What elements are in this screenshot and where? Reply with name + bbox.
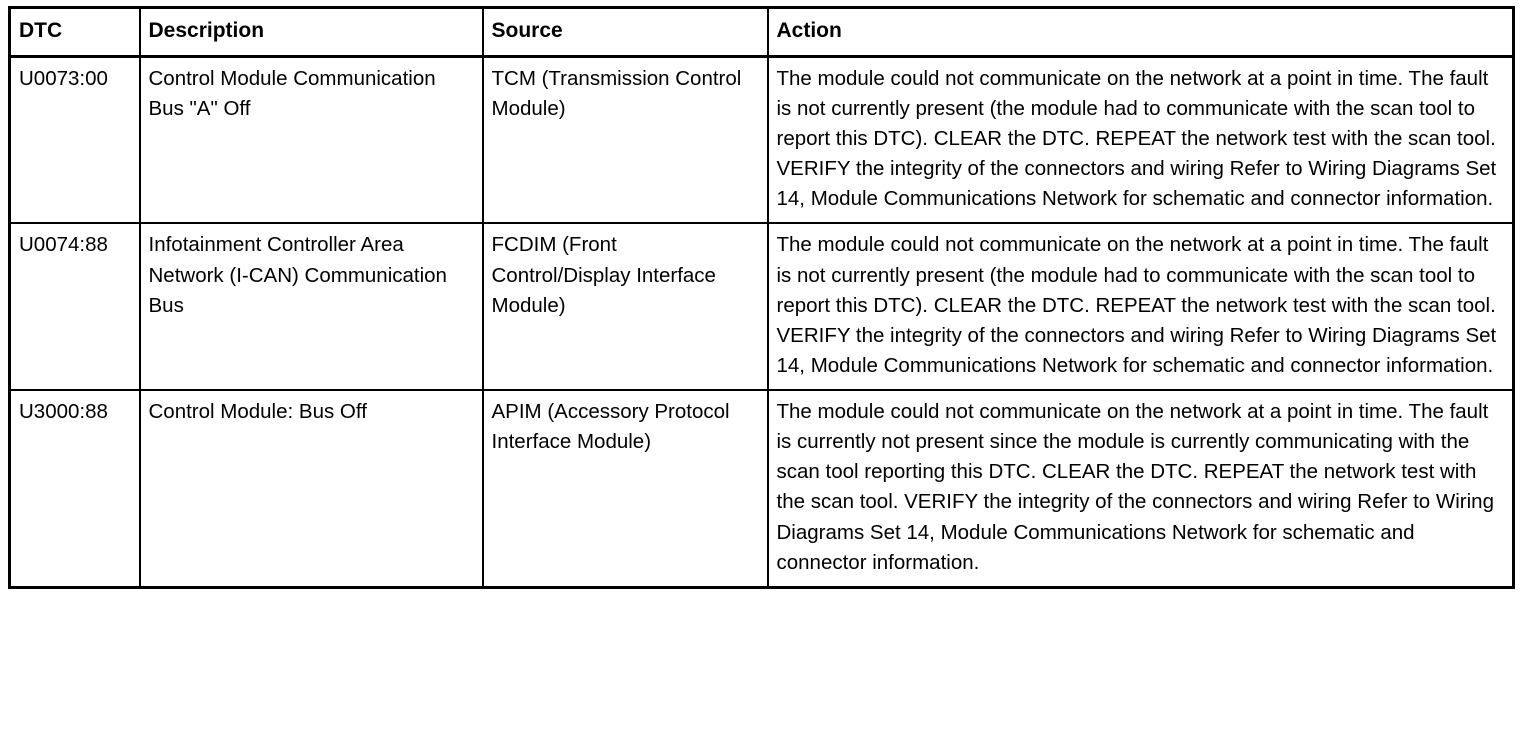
column-header-description: Description — [140, 8, 483, 57]
cell-source: FCDIM (Front Control/Display Interface Module) — [483, 223, 768, 390]
column-header-source: Source — [483, 8, 768, 57]
column-header-dtc: DTC — [10, 8, 140, 57]
cell-action: The module could not communicate on the network at a point in time. The fault is not currently present (the module had to communicate with the scan tool to report this DTC). CLEAR the DTC. REPEAT the network test with the scan tool. VERIFY the integrity of the connectors and wiring Refer to Wiring Diagrams Set 14, Module Communications Network for schematic and connector information. — [768, 56, 1514, 223]
table-header — [10, 8, 1514, 57]
table-row — [10, 223, 1514, 390]
cell-description: Control Module: Bus Off — [140, 390, 483, 587]
cell-action: The module could not communicate on the network at a point in time. The fault is currently not present since the module is currently communicating with the scan tool reporting this DTC. CLEAR the DTC. REPEAT the network test with the scan tool. VERIFY the integrity of the connectors and wiring Refer to Wiring Diagrams Set 14, Module Communications Network for schematic and connector information. — [768, 390, 1514, 587]
table-header-row — [10, 8, 1514, 57]
table-body — [10, 56, 1514, 587]
dtc-table — [8, 6, 1515, 589]
cell-dtc: U3000:88 — [10, 390, 140, 587]
cell-dtc: U0074:88 — [10, 223, 140, 390]
cell-description: Infotainment Controller Area Network (I-CAN) Communication Bus — [140, 223, 483, 390]
cell-source: TCM (Transmission Control Module) — [483, 56, 768, 223]
column-header-action: Action — [768, 8, 1514, 57]
cell-description: Control Module Communication Bus "A" Off — [140, 56, 483, 223]
cell-dtc: U0073:00 — [10, 56, 140, 223]
table-row — [10, 56, 1514, 223]
table-row — [10, 390, 1514, 587]
cell-action: The module could not communicate on the network at a point in time. The fault is not currently present (the module had to communicate with the scan tool to report this DTC). CLEAR the DTC. REPEAT the network test with the scan tool. VERIFY the integrity of the connectors and wiring Refer to Wiring Diagrams Set 14, Module Communications Network for schematic and connector information. — [768, 223, 1514, 390]
cell-source: APIM (Accessory Protocol Interface Module) — [483, 390, 768, 587]
